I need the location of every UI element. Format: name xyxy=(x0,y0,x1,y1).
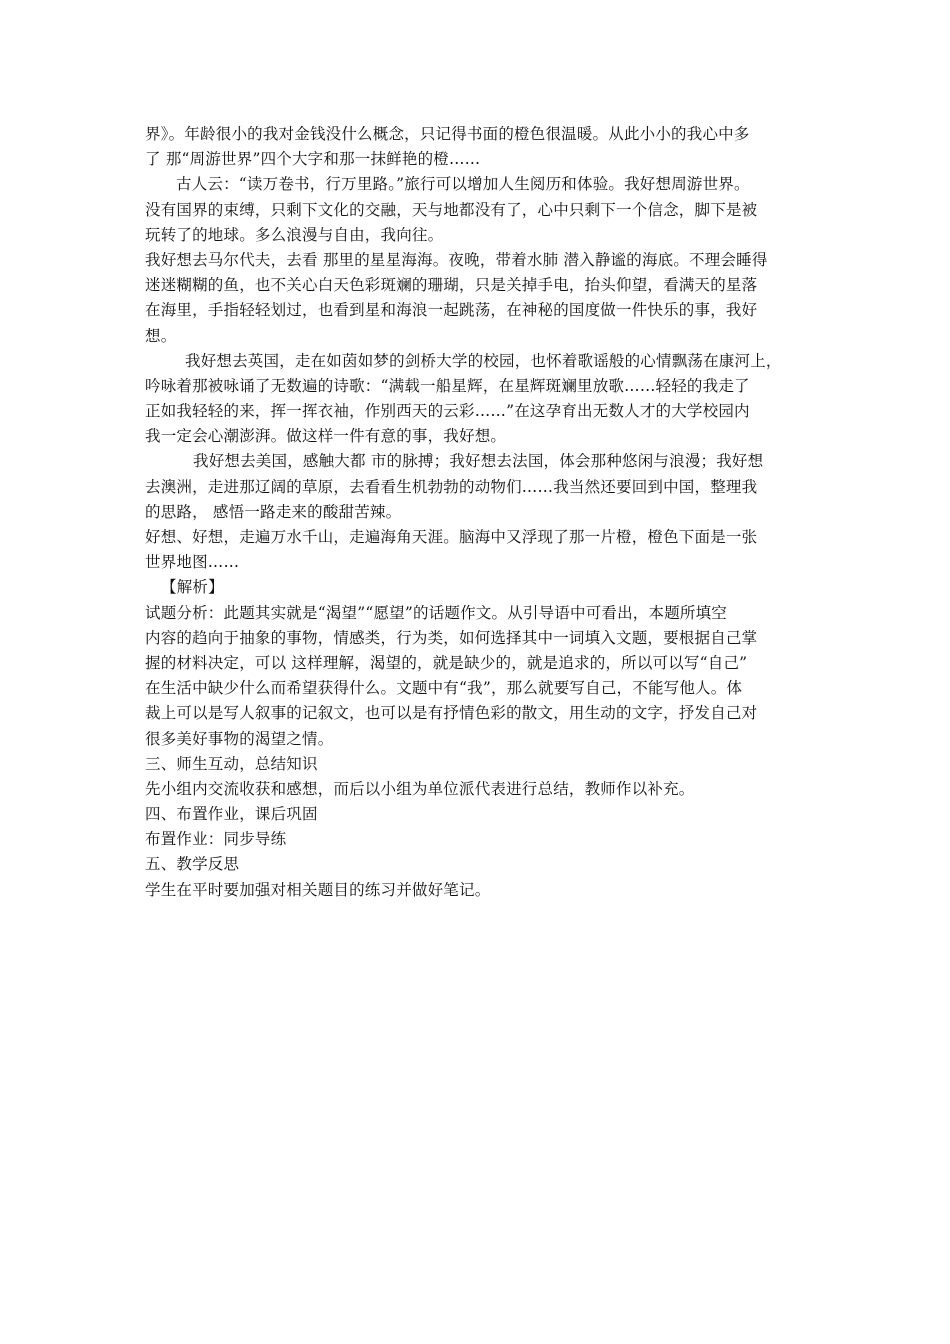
text-line: 握的材料决定，可以 这样理解，渴望的，就是缺少的，就是追求的，所以可以写“自己” xyxy=(145,653,748,672)
text-line: 去澳洲，走进那辽阔的草原，去看看生机勃勃的动物们……我当然还要回到中国，整理我 xyxy=(145,477,758,496)
text-line: 我一定会心潮澎湃。做这样一件有意的事，我好想。 xyxy=(145,427,507,446)
text-line: 吟咏着那被咏诵了无数遍的诗歌：“满载一船星辉，在星辉斑斓里放歌……轻轻的我走了 xyxy=(145,376,750,395)
text-line: 正如我轻轻的来，挥一挥衣袖，作别西天的云彩……”在这孕育出无数人才的大学校园内 xyxy=(145,402,750,421)
section-heading: 四、布置作业，课后巩固 xyxy=(145,805,318,824)
text-line: 世界地图…… xyxy=(145,553,240,572)
section-heading: 三、师生互动，总结知识 xyxy=(145,754,318,773)
text-line: 学生在平时要加强对相关题目的练习并做好笔记。 xyxy=(145,880,491,899)
text-line: 界》。年龄很小的我对金钱没什么概念，只记得书面的橙色很温暖。从此小小的我心中多 xyxy=(145,125,750,143)
text-line: 玩转了的地球。多么浪漫与自由，我向往。 xyxy=(145,225,444,244)
section-heading: 【解析】 xyxy=(161,578,224,597)
text-line: 先小组内交流收获和感想，而后以小组为单位派代表进行总结，教师作以补充。 xyxy=(145,779,695,798)
document-body xyxy=(145,122,815,903)
text-line: 我好想去美国，感触大都 市的脉搏；我好想去法国，体会那种悠闲与浪漫；我好想 xyxy=(193,452,764,471)
text-line: 古人云：“读万卷书，行万里路。”旅行可以增加人生阅历和体验。我好想周游世界。 xyxy=(176,175,750,194)
text-line: 的思路， 感悟一路走来的酸甜苦辣。 xyxy=(145,502,402,521)
text-line: 了 那“周游世界”四个大字和那一抹鲜艳的橙…… xyxy=(145,150,481,169)
text-line: 裁上可以是写人叙事的记叙文，也可以是有抒情色彩的散文，用生动的文字，抒发自己对 xyxy=(145,704,758,723)
text-line: 内容的趋向于抽象的事物，情感类，行为类，如何选择其中一词填入文题，要根据自己掌 xyxy=(145,628,758,647)
text-line: 我好想去马尔代夫，去看 那里的星星海海。夜晚，带着水肺 潜入静谧的海底。不理会睡得 xyxy=(145,250,768,269)
text-line: 好想、好想，走遍万水千山，走遍海角天涯。脑海中又浮现了那一片橙，橙色下面是一张 xyxy=(145,528,758,546)
text-line: 在海里，手指轻轻划过，也看到星和海浪一起跳荡，在神秘的国度做一件快乐的事，我好 xyxy=(145,301,758,320)
text-line: 没有国界的束缚，只剩下文化的交融，天与地都没有了，心中只剩下一个信念，脚下是被 xyxy=(145,200,758,219)
text-line: 在生活中缺少什么而希望获得什么。文题中有“我”，那么就要写自己，不能写他人。体 xyxy=(145,679,743,698)
text-line: 想。 xyxy=(145,326,177,345)
section-heading: 五、教学反思 xyxy=(145,855,240,874)
text-line: 我好想去英国，走在如茵如梦的剑桥大学的校园，也怀着歌谣般的心情飘荡在康河上， xyxy=(185,351,782,370)
text-line: 迷迷糊糊的鱼，也不关心白天色彩斑斓的珊瑚，只是关掉手电，抬头仰望，看满天的星落 xyxy=(145,276,758,295)
text-line: 布置作业：同步导练 xyxy=(145,830,287,849)
text-line: 很多美好事物的渴望之情。 xyxy=(145,729,334,748)
text-line: 试题分析：此题其实就是“渴望”“愿望”的话题作文。从引导语中可看出，本题所填空 xyxy=(145,603,727,622)
